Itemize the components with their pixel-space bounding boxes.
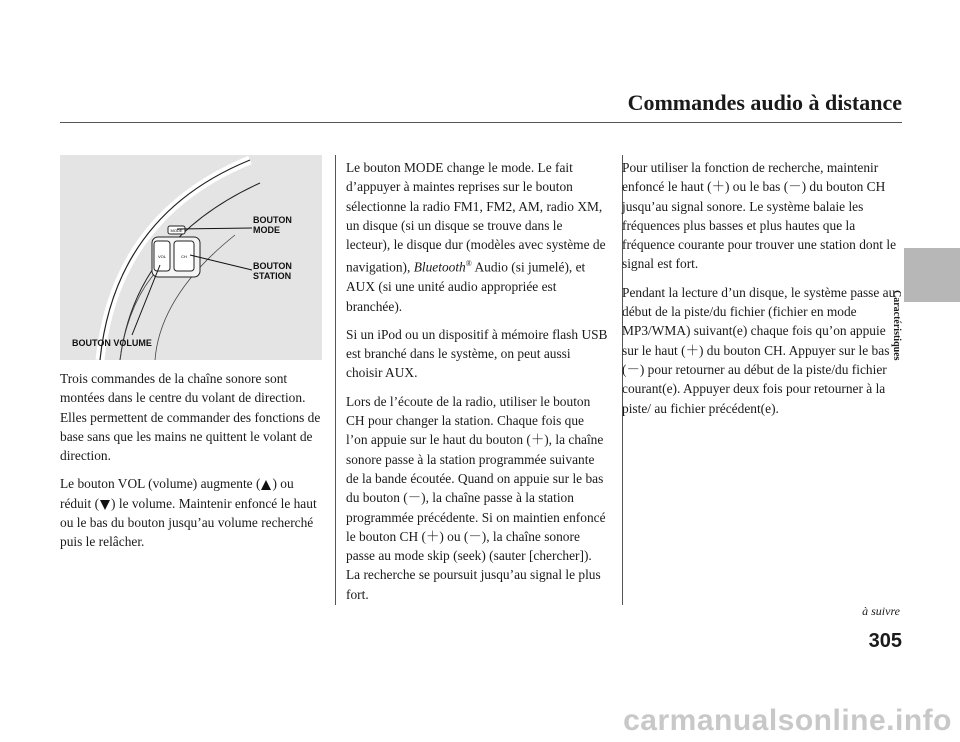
registered-mark: ®: [465, 259, 472, 269]
column-right: [622, 158, 898, 427]
column-divider-left: [335, 155, 336, 605]
steering-wheel-illustration: [60, 155, 322, 360]
paragraph-mode: [346, 158, 608, 316]
header-rule: [60, 122, 902, 123]
mode-button-text: MODE: [170, 228, 183, 233]
paragraph-ipod: Si un iPod ou un dispositif à mémoire flash USB est branché dans le système, on peut aussi choisir AUX.: [346, 326, 608, 381]
bluetooth-brand: Bluetooth: [413, 259, 466, 275]
volume-up-icon: [261, 480, 271, 490]
ch-button-text: CH: [181, 254, 187, 259]
paragraph-seek: Pour utiliser la fonction de recherche, maintenir enfoncé le haut (＋) ou le bas (－) du bouton CH jusqu’au signal sonore. Le système balaie les fréquences plus basses et plus hautes que la fréquence courante pour trouver une station dont le signal est fort.: [622, 160, 897, 272]
section-tab: [904, 248, 960, 302]
volume-text-a: Le bouton VOL (volume) augmente (: [60, 476, 261, 492]
volume-down-icon: [100, 500, 110, 510]
volume-text-c: ) le volume. Maintenir enfoncé le haut ou le bas du bouton jusqu’au volume recherché puis le relâcher.: [60, 495, 317, 550]
watermark-logo: carmanualsonline.info: [623, 704, 952, 737]
page-number: 305: [868, 630, 902, 652]
column-left: [60, 369, 322, 561]
paragraph-disc: Pendant la lecture d’un disque, le système passe au début de la piste/du fichier (fichier en mode MP3/WMA) suivant(e) chaque fois qu’on appuie sur le haut (＋) du bouton CH. Appuyer sur le bas (－) pour retourner au début de la piste/du fichier courant(e). Appuyer deux fois pour retourner à la piste/ au fichier précédent(e).: [622, 284, 896, 416]
vol-button-text: VOL: [157, 254, 167, 259]
steering-wheel-drawing: [60, 155, 322, 360]
paragraph-volume: [60, 474, 322, 551]
page-title: Commandes audio à distance: [627, 90, 902, 115]
column-middle: [346, 158, 608, 613]
volume-button-label: BOUTON VOLUME: [72, 338, 152, 348]
section-tab-label: Caractéristiques: [891, 290, 902, 361]
volume-text-b: ) ou réduit (: [60, 476, 294, 511]
mode-text-a: Le bouton MODE change le mode. Le fait d’appuyer à maintes reprises sur le bouton sélectionne la radio FM1, FM2, AM, radio XM, un disque (si un disque se trouve dans le lecteur), le disque dur (modèles avec système de navigation),: [346, 160, 606, 275]
mode-button-label: BOUTON MODE: [253, 215, 292, 235]
mode-text-b: Audio (si jumelé), et AUX (si une unité audio appropriée est branchée).: [346, 259, 586, 314]
paragraph-intro: Trois commandes de la chaîne sonore sont montées dans le centre du volant de direction. Elles permettent de commander des fonctions de base sans que les mains ne quittent le volant de direction.: [60, 371, 321, 464]
continued-note: à suivre: [862, 604, 900, 618]
paragraph-ch: Lors de l’écoute de la radio, utiliser le bouton CH pour changer la station. Chaque fois que l’on appuie sur le haut du bouton (＋), la chaîne sonore passe à la station programmée suivante de la bande écoutée. Quand on appuie sur le bas du bouton (－), la chaîne passe à la station programmée précédente. Si on maintien enfoncé le bouton CH (＋) ou (－), la chaîne sonore passe au mode skip (seek) (sauter [chercher]). La recherche se poursuit jusqu’au signal le plus fort.: [346, 393, 606, 602]
station-button-label: BOUTON STATION: [253, 261, 292, 281]
